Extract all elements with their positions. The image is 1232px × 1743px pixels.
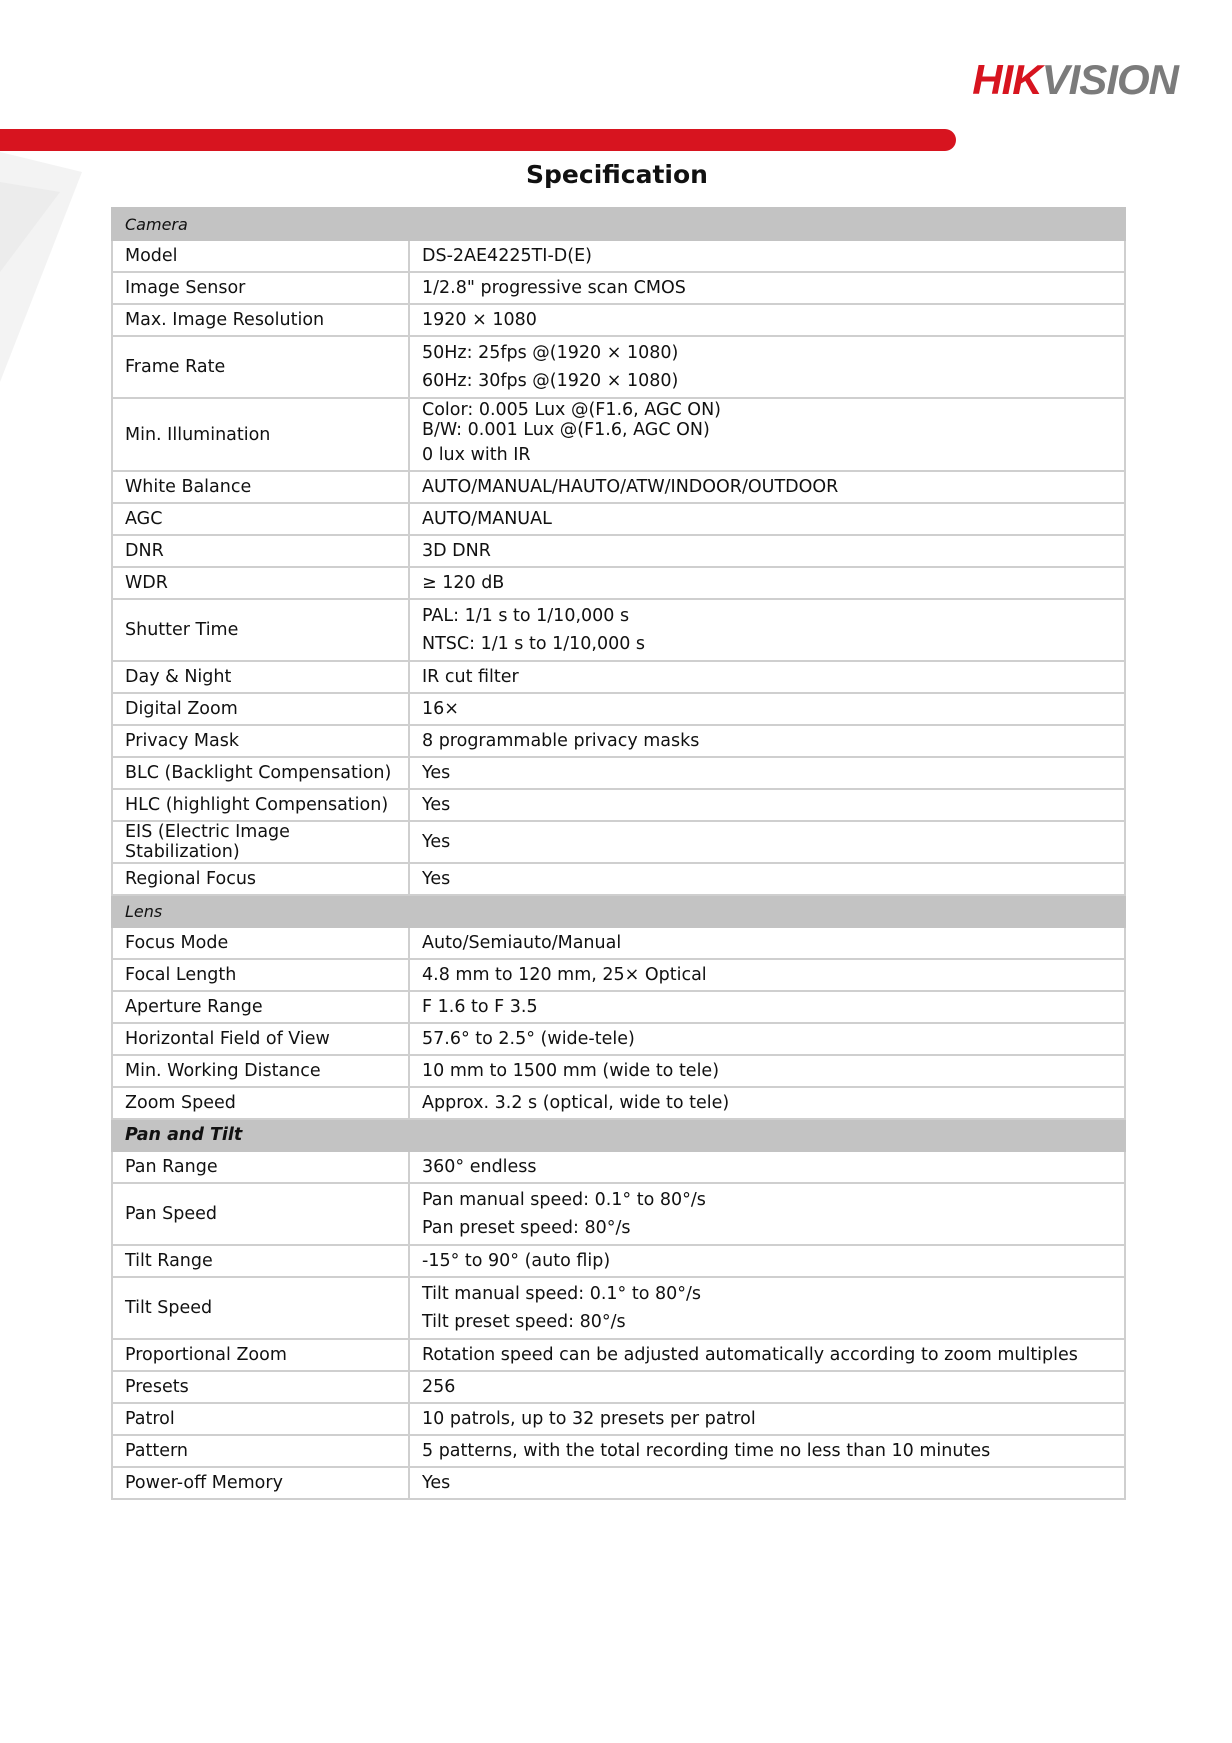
spec-row — [112, 661, 1125, 693]
spec-value-line: Yes — [422, 795, 451, 815]
spec-row — [112, 863, 1125, 895]
spec-row — [112, 304, 1125, 336]
spec-row — [112, 725, 1125, 757]
spec-value-line: 256 — [422, 1377, 456, 1397]
spec-row — [112, 1435, 1125, 1467]
spec-value — [409, 304, 1125, 336]
section-title: Camera — [112, 208, 1125, 240]
spec-value-line: AUTO/MANUAL/HAUTO/ATW/INDOOR/OUTDOOR — [422, 477, 839, 497]
spec-value — [409, 693, 1125, 725]
spec-value — [409, 1339, 1125, 1371]
spec-value-line: Yes — [422, 832, 451, 852]
section-header — [112, 1119, 1125, 1151]
spec-value-line: NTSC: 1/1 s to 1/10,000 s — [422, 634, 646, 654]
spec-value — [409, 1371, 1125, 1403]
spec-row — [112, 1183, 1125, 1245]
spec-value-line: 0 lux with IR — [422, 444, 531, 465]
section-header — [112, 208, 1125, 240]
spec-label: Patrol — [112, 1403, 409, 1435]
spec-value-line: 57.6° to 2.5° (wide-tele) — [422, 1029, 635, 1049]
spec-label: Regional Focus — [112, 863, 409, 895]
spec-value — [409, 927, 1125, 959]
logo-text-red: HIK — [972, 56, 1042, 103]
spec-row — [112, 1087, 1125, 1119]
spec-label: EIS (Electric Image Stabilization) — [112, 821, 409, 863]
spec-row — [112, 272, 1125, 304]
spec-label: Min. Illumination — [112, 398, 409, 471]
spec-value-line: DS-2AE4225TI-D(E) — [422, 246, 592, 266]
spec-value — [409, 1055, 1125, 1087]
spec-value-line: Pan manual speed: 0.1° to 80°/s — [422, 1190, 706, 1210]
spec-label: HLC (highlight Compensation) — [112, 789, 409, 821]
spec-value — [409, 599, 1125, 661]
spec-row — [112, 927, 1125, 959]
spec-value-line: 60Hz: 30fps @(1920 × 1080) — [422, 371, 679, 391]
spec-value — [409, 757, 1125, 789]
spec-row — [112, 757, 1125, 789]
spec-label: Privacy Mask — [112, 725, 409, 757]
spec-label: Max. Image Resolution — [112, 304, 409, 336]
spec-label: Shutter Time — [112, 599, 409, 661]
spec-label: Model — [112, 240, 409, 272]
spec-label: Pan Speed — [112, 1183, 409, 1245]
header-red-bar — [0, 129, 956, 151]
spec-value-line: Approx. 3.2 s (optical, wide to tele) — [422, 1093, 730, 1113]
spec-value-line: Yes — [422, 869, 451, 889]
spec-value — [409, 863, 1125, 895]
spec-label: Zoom Speed — [112, 1087, 409, 1119]
spec-row — [112, 1023, 1125, 1055]
spec-value-line: 10 mm to 1500 mm (wide to tele) — [422, 1061, 720, 1081]
spec-value-line: Pan preset speed: 80°/s — [422, 1218, 631, 1238]
spec-value-line: Auto/Semiauto/Manual — [422, 933, 622, 953]
spec-value-line: Yes — [422, 763, 451, 783]
spec-row — [112, 535, 1125, 567]
spec-value-line: 5 patterns, with the total recording time no less than 10 minutes — [422, 1441, 991, 1461]
spec-row — [112, 1151, 1125, 1183]
spec-label: Pattern — [112, 1435, 409, 1467]
spec-label: BLC (Backlight Compensation) — [112, 757, 409, 789]
spec-value-line: F 1.6 to F 3.5 — [422, 997, 538, 1017]
spec-value-line: Yes — [422, 1473, 451, 1493]
spec-value — [409, 959, 1125, 991]
spec-value-line: B/W: 0.001 Lux @(F1.6, AGC ON) — [422, 419, 710, 440]
spec-value — [409, 661, 1125, 693]
spec-value — [409, 1403, 1125, 1435]
spec-row — [112, 693, 1125, 725]
page-title: Specification — [526, 160, 708, 189]
spec-value — [409, 725, 1125, 757]
spec-value-line: Rotation speed can be adjusted automatically according to zoom multiples — [422, 1345, 1078, 1365]
spec-value — [409, 567, 1125, 599]
spec-label: Tilt Speed — [112, 1277, 409, 1339]
spec-value — [409, 1151, 1125, 1183]
spec-value — [409, 272, 1125, 304]
spec-label: Tilt Range — [112, 1245, 409, 1277]
spec-value-line: 3D DNR — [422, 541, 491, 561]
spec-row — [112, 1371, 1125, 1403]
spec-value-line: -15° to 90° (auto flip) — [422, 1251, 611, 1271]
spec-label: Focal Length — [112, 959, 409, 991]
spec-value — [409, 1467, 1125, 1499]
spec-value-line: 10 patrols, up to 32 presets per patrol — [422, 1409, 756, 1429]
spec-row — [112, 821, 1125, 863]
spec-row — [112, 991, 1125, 1023]
spec-label: WDR — [112, 567, 409, 599]
logo-text-gray: VISION — [1041, 56, 1178, 103]
spec-row — [112, 1245, 1125, 1277]
spec-value — [409, 1183, 1125, 1245]
spec-value-line: 16× — [422, 699, 459, 719]
spec-row — [112, 789, 1125, 821]
spec-label: DNR — [112, 535, 409, 567]
spec-value — [409, 821, 1125, 863]
spec-value — [409, 1435, 1125, 1467]
section-header — [112, 895, 1125, 927]
spec-row — [112, 336, 1125, 398]
spec-row — [112, 503, 1125, 535]
spec-label: Proportional Zoom — [112, 1339, 409, 1371]
spec-value-line: 1920 × 1080 — [422, 310, 537, 330]
spec-row — [112, 1055, 1125, 1087]
hikvision-logo — [972, 56, 1178, 104]
spec-row — [112, 1403, 1125, 1435]
spec-row — [112, 959, 1125, 991]
spec-value — [409, 1245, 1125, 1277]
spec-value — [409, 1087, 1125, 1119]
spec-label: Presets — [112, 1371, 409, 1403]
spec-value-line: AUTO/MANUAL — [422, 509, 552, 529]
spec-value — [409, 535, 1125, 567]
spec-value-line: 50Hz: 25fps @(1920 × 1080) — [422, 343, 679, 363]
spec-row — [112, 567, 1125, 599]
spec-value — [409, 1023, 1125, 1055]
spec-label: White Balance — [112, 471, 409, 503]
spec-label: Aperture Range — [112, 991, 409, 1023]
section-title: Pan and Tilt — [112, 1119, 1125, 1151]
spec-label: Frame Rate — [112, 336, 409, 398]
spec-label: Horizontal Field of View — [112, 1023, 409, 1055]
spec-value-line: Tilt manual speed: 0.1° to 80°/s — [422, 1284, 702, 1304]
spec-label: AGC — [112, 503, 409, 535]
spec-row — [112, 240, 1125, 272]
spec-label: Digital Zoom — [112, 693, 409, 725]
spec-label: Image Sensor — [112, 272, 409, 304]
spec-row — [112, 1467, 1125, 1499]
spec-value-line: 1/2.8" progressive scan CMOS — [422, 278, 686, 298]
spec-row — [112, 1277, 1125, 1339]
spec-value-line: IR cut filter — [422, 667, 519, 687]
spec-label: Power-off Memory — [112, 1467, 409, 1499]
spec-value-line: Color: 0.005 Lux @(F1.6, AGC ON) — [422, 399, 722, 420]
spec-value-line: Tilt preset speed: 80°/s — [422, 1312, 626, 1332]
spec-row — [112, 398, 1125, 471]
spec-value-line: 4.8 mm to 120 mm, 25× Optical — [422, 965, 707, 985]
spec-value — [409, 1277, 1125, 1339]
spec-value — [409, 336, 1125, 398]
spec-label: Day & Night — [112, 661, 409, 693]
spec-value-line: ≥ 120 dB — [422, 573, 505, 593]
spec-value — [409, 503, 1125, 535]
spec-value — [409, 471, 1125, 503]
spec-table — [111, 207, 1126, 1500]
spec-value-line: 360° endless — [422, 1157, 537, 1177]
spec-label: Min. Working Distance — [112, 1055, 409, 1087]
spec-value-line: 8 programmable privacy masks — [422, 731, 700, 751]
spec-label: Focus Mode — [112, 927, 409, 959]
spec-value — [409, 991, 1125, 1023]
section-title: Lens — [112, 895, 1125, 927]
spec-row — [112, 1339, 1125, 1371]
spec-value — [409, 240, 1125, 272]
spec-row — [112, 599, 1125, 661]
spec-value — [409, 398, 1125, 471]
spec-row — [112, 471, 1125, 503]
spec-value — [409, 789, 1125, 821]
spec-value-line: PAL: 1/1 s to 1/10,000 s — [422, 606, 630, 626]
spec-label: Pan Range — [112, 1151, 409, 1183]
